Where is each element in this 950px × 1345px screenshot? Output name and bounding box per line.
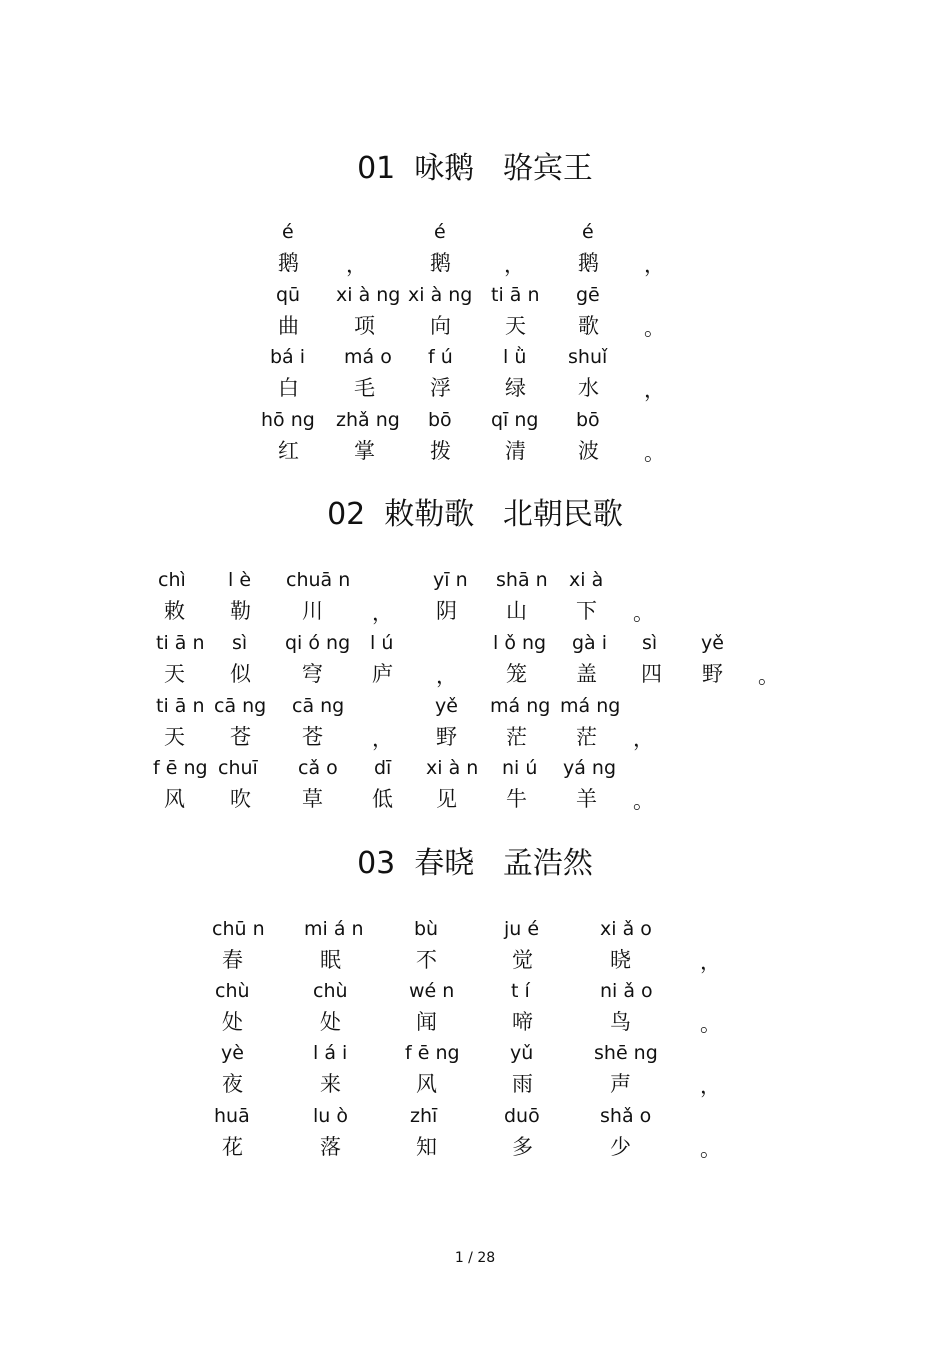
hanzi-character: 低 [372, 787, 393, 811]
pinyin-syllable: má ng [560, 695, 621, 717]
hanzi-character: 下 [576, 599, 597, 623]
pinyin-syllable: dī [374, 757, 392, 779]
hanzi-character: 野 [702, 662, 723, 686]
hanzi-character: 茫 [576, 725, 597, 749]
hanzi-character: 勒 [230, 599, 251, 623]
pinyin-syllable: ni ú [502, 757, 538, 779]
hanzi-character: 天 [164, 662, 185, 686]
pinyin-syllable: bō [428, 409, 452, 431]
hanzi-character: 笼 [506, 662, 527, 686]
punctuation-mark: ， [644, 253, 665, 277]
hanzi-character: 来 [320, 1072, 341, 1096]
hanzi-character: 波 [578, 439, 599, 463]
hanzi-character: 水 [578, 376, 599, 400]
hanzi-character: 拨 [430, 439, 451, 463]
pinyin-syllable: l ǒ ng [493, 632, 547, 654]
punctuation-mark: ， [346, 253, 367, 277]
pinyin-syllable: f ē ng [405, 1042, 460, 1064]
pinyin-syllable: chū n [212, 918, 265, 940]
pinyin-syllable: chuī [218, 757, 258, 779]
hanzi-character: 歌 [578, 314, 599, 338]
hanzi-character: 牛 [506, 787, 527, 811]
hanzi-character: 浮 [430, 376, 451, 400]
pinyin-syllable: sì [232, 632, 248, 654]
hanzi-character: 山 [506, 599, 527, 623]
punctuation-mark: 。 [700, 1137, 721, 1161]
hanzi-character: 似 [230, 662, 251, 686]
pinyin-syllable: má o [344, 346, 392, 368]
poem-title: 03 春晓 孟浩然 [357, 846, 593, 881]
pinyin-syllable: duō [504, 1105, 540, 1127]
pinyin-syllable: bù [414, 918, 439, 940]
pinyin-syllable: cā ng [214, 695, 267, 717]
pinyin-syllable: lu ò [313, 1105, 348, 1127]
punctuation-mark: ， [700, 1074, 721, 1098]
pinyin-syllable: shā n [496, 569, 548, 591]
poem-title: 02 敕勒歌 北朝民歌 [327, 497, 623, 532]
pinyin-syllable: gē [576, 284, 600, 306]
page-number: 1 / 28 [454, 1250, 496, 1266]
poem-title: 01 咏鹅 骆宾王 [357, 151, 593, 186]
pinyin-syllable: huā [214, 1105, 250, 1127]
pinyin-syllable: ti ā n [491, 284, 540, 306]
punctuation-mark: ， [504, 253, 525, 277]
pinyin-syllable: ju é [504, 918, 540, 940]
pinyin-syllable: yè [221, 1042, 244, 1064]
pinyin-syllable: chù [215, 980, 250, 1002]
punctuation-mark: ， [372, 601, 393, 625]
pinyin-syllable: chù [313, 980, 348, 1002]
punctuation-mark: 。 [644, 441, 665, 465]
pinyin-syllable: zhǎ ng [336, 409, 400, 431]
pinyin-syllable: xi à ng [408, 284, 473, 306]
hanzi-character: 见 [436, 787, 457, 811]
hanzi-character: 鹅 [430, 251, 451, 275]
pinyin-syllable: f ē ng [153, 757, 208, 779]
pinyin-syllable: é [434, 221, 446, 243]
hanzi-character: 四 [641, 662, 662, 686]
hanzi-character: 毛 [354, 376, 375, 400]
hanzi-character: 眠 [320, 948, 341, 972]
pinyin-syllable: qū [276, 284, 301, 306]
pinyin-syllable: shuǐ [568, 346, 608, 368]
hanzi-character: 项 [354, 314, 375, 338]
pinyin-syllable: shē ng [594, 1042, 658, 1064]
pinyin-syllable: t í [511, 980, 530, 1002]
pinyin-syllable: xi à n [426, 757, 479, 779]
punctuation-mark: ， [436, 664, 457, 688]
hanzi-character: 鸟 [610, 1010, 631, 1034]
pinyin-syllable: ti ā n [156, 632, 205, 654]
pinyin-syllable: yá ng [563, 757, 617, 779]
pinyin-syllable: qi ó ng [285, 632, 351, 654]
pinyin-syllable: xi à [569, 569, 604, 591]
punctuation-mark: 。 [758, 664, 779, 688]
punctuation-mark: 。 [700, 1012, 721, 1036]
hanzi-character: 觉 [512, 948, 533, 972]
punctuation-mark: ， [644, 378, 665, 402]
hanzi-character: 苍 [302, 725, 323, 749]
hanzi-character: 草 [302, 787, 323, 811]
pinyin-syllable: qī ng [491, 409, 539, 431]
hanzi-character: 羊 [576, 787, 597, 811]
hanzi-character: 春 [222, 948, 243, 972]
punctuation-mark: ， [633, 727, 654, 751]
pinyin-syllable: hō ng [261, 409, 315, 431]
hanzi-character: 鹅 [578, 251, 599, 275]
pinyin-syllable: mi á n [304, 918, 364, 940]
pinyin-syllable: má ng [490, 695, 551, 717]
hanzi-character: 天 [505, 314, 526, 338]
pinyin-syllable: f ú [428, 346, 453, 368]
hanzi-character: 川 [302, 599, 323, 623]
punctuation-mark: ， [372, 727, 393, 751]
pinyin-syllable: chuā n [286, 569, 351, 591]
pinyin-syllable: zhī [410, 1105, 438, 1127]
hanzi-character: 敕 [164, 599, 185, 623]
pinyin-syllable: chì [158, 569, 186, 591]
pinyin-syllable: sì [642, 632, 658, 654]
pinyin-syllable: l ú [370, 632, 394, 654]
pinyin-syllable: ti ā n [156, 695, 205, 717]
punctuation-mark: ， [700, 950, 721, 974]
pinyin-syllable: l è [228, 569, 252, 591]
punctuation-mark: 。 [633, 601, 654, 625]
pinyin-syllable: yī n [433, 569, 468, 591]
hanzi-character: 晓 [610, 948, 631, 972]
hanzi-character: 鹅 [278, 251, 299, 275]
pinyin-syllable: bá i [270, 346, 306, 368]
hanzi-character: 苍 [230, 725, 251, 749]
hanzi-character: 处 [222, 1010, 243, 1034]
pinyin-syllable: cǎ o [298, 757, 338, 779]
pinyin-syllable: yǔ [510, 1042, 534, 1064]
hanzi-character: 落 [320, 1135, 341, 1159]
hanzi-character: 庐 [372, 662, 393, 686]
pinyin-syllable: bō [576, 409, 600, 431]
pinyin-syllable: wé n [409, 980, 455, 1002]
pinyin-syllable: xi ǎ o [600, 918, 652, 940]
hanzi-character: 野 [436, 725, 457, 749]
hanzi-character: 雨 [512, 1072, 533, 1096]
hanzi-character: 穹 [302, 662, 323, 686]
hanzi-character: 吹 [230, 787, 251, 811]
pinyin-syllable: yě [701, 632, 724, 654]
hanzi-character: 盖 [576, 662, 597, 686]
punctuation-mark: 。 [633, 789, 654, 813]
hanzi-character: 声 [610, 1072, 631, 1096]
hanzi-character: 闻 [416, 1010, 437, 1034]
hanzi-character: 阴 [436, 599, 457, 623]
hanzi-character: 多 [512, 1135, 533, 1159]
hanzi-character: 不 [416, 948, 437, 972]
pinyin-syllable: xi à ng [336, 284, 401, 306]
pinyin-syllable: l á i [313, 1042, 348, 1064]
pinyin-syllable: gà i [572, 632, 608, 654]
hanzi-character: 啼 [512, 1010, 533, 1034]
hanzi-character: 掌 [354, 439, 375, 463]
hanzi-character: 知 [416, 1135, 437, 1159]
hanzi-character: 天 [164, 725, 185, 749]
hanzi-character: 夜 [222, 1072, 243, 1096]
hanzi-character: 茫 [506, 725, 527, 749]
hanzi-character: 向 [430, 314, 451, 338]
hanzi-character: 曲 [278, 314, 299, 338]
pinyin-syllable: é [282, 221, 294, 243]
hanzi-character: 风 [416, 1072, 437, 1096]
hanzi-character: 处 [320, 1010, 341, 1034]
pinyin-syllable: yě [435, 695, 458, 717]
pinyin-syllable: ni ǎ o [600, 980, 653, 1002]
hanzi-character: 花 [222, 1135, 243, 1159]
hanzi-character: 白 [278, 376, 299, 400]
pinyin-syllable: l ǜ [503, 346, 527, 368]
hanzi-character: 少 [610, 1135, 631, 1159]
hanzi-character: 清 [505, 439, 526, 463]
pinyin-syllable: é [582, 221, 594, 243]
hanzi-character: 风 [164, 787, 185, 811]
pinyin-syllable: shǎ o [600, 1105, 652, 1127]
punctuation-mark: 。 [644, 316, 665, 340]
hanzi-character: 红 [278, 439, 299, 463]
pinyin-syllable: cā ng [292, 695, 345, 717]
hanzi-character: 绿 [505, 376, 526, 400]
